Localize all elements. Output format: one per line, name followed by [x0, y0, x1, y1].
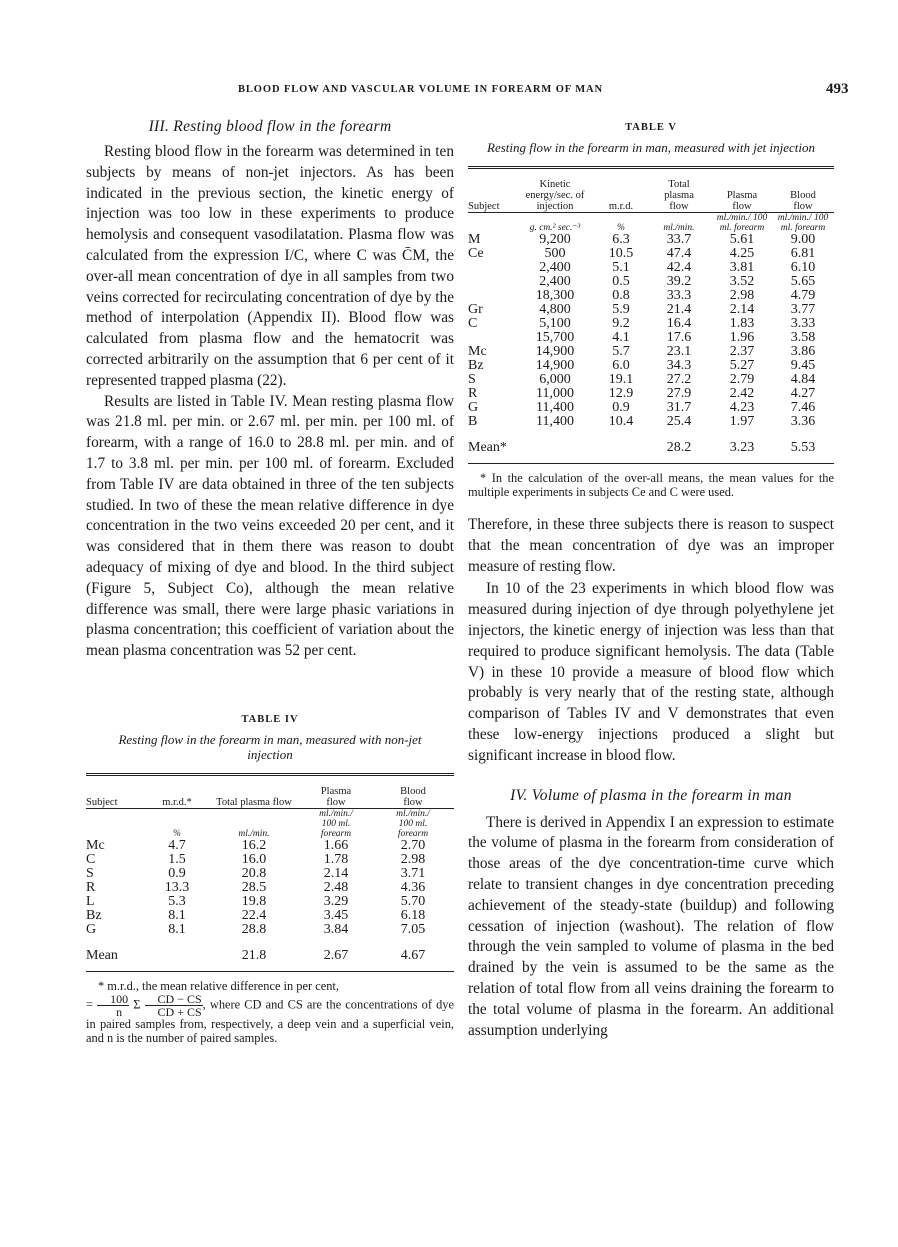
table-row: C 5,100 9.2 16.4 1.83 3.33: [468, 316, 816, 331]
paragraph: Results are listed in Table IV. Mean resting plasma flow was 21.8 ml. per min. or 2.67 ml. per min. per 100 ml. of forearm, with a range of 16.0 to 28.8 ml. per min. and of 1.7 to 3.8 ml. per min. per 100 ml. of forearm. Excluded from Table IV are data obtained in three of the ten subjects studied. In two of these the mean relative difference in dye concentration in the two veins exceeded 20 per cent, and it was considered that in them there was reason to doubt adequacy of mixing of dye and blood. In the third subject (Figure 5, Subject Co), although the mean relative difference was small, there were large phasic variations in plasma concentration; this coefficient of variation about the mean plasma concentration was 52 per cent.: [86, 392, 454, 660]
unit-label: ml./min./ 100 ml. forearm: [716, 213, 768, 233]
column-header: m.r.d.*: [146, 776, 208, 809]
column-header: Plasma flow: [712, 169, 772, 213]
column-header: m.r.d.: [596, 169, 646, 213]
table-row: S 6,000 19.1 27.2 2.79 4.84: [468, 372, 816, 387]
table-row: Ce 500 10.5 47.4 4.25 6.81: [468, 246, 816, 261]
table-footnote: * In the calculation of the over-all means, the mean values for the multiple experiments in subjects Ce and C were used.: [468, 471, 834, 499]
fraction: $\frac{100}{n}$: [97, 993, 129, 1018]
table-header-row: [468, 169, 834, 213]
table-row: Mc 4.7 16.2 1.66 2.70: [86, 837, 426, 853]
paragraph: Resting blood flow in the forearm was determined in ten subjects by means of non-jet injectors. As has been indicated in the previous section, the kinetic energy of injection was too low in these experiments to produce hemolysis and consequent vasodilatation. Plasma flow was calculated from the expression I/C, where C was C̄M, the over-all mean concentration of dye in all samples from two veins corrected for recirculating concentration of dye by the method of interpolation (Appendix II). Blood flow was calculated from plasma flow and the hematocrit was corrected arbitrarily on the assumption that 6 per cent of it represented trapped plasma (22).: [86, 143, 454, 389]
table-caption: Resting flow in the forearm in man, measured with non-jet injection: [118, 731, 422, 762]
table-row: Bz 8.1 22.4 3.45 6.18: [86, 907, 426, 923]
mean-row: Mean* 28.2 3.23 5.53: [468, 440, 816, 455]
paragraph: In 10 of the 23 experiments in which blood flow was measured during injection of dye through polyethylene jet injectors, the kinetic energy of injection was less than that required to produce significant hemolysis. The data (Table V) in these 10 provide a measure of blood flow which probably is very nearly that of the resting state, although comparison of Tables IV and V demonstrates that even these low-energy injections produced a slight but significant increase in blood flow.: [468, 580, 834, 764]
unit-label: ml./min.: [663, 223, 695, 233]
data-table: [86, 776, 454, 971]
table-row: 2,400 5.1 42.4 3.81 6.10: [539, 260, 816, 275]
table-row: C 1.5 16.0 1.78 2.98: [86, 851, 426, 867]
right-column: [468, 118, 834, 1041]
table-row: Gr 4,800 5.9 21.4 2.14 3.77: [468, 302, 816, 317]
column-header: Subject: [468, 169, 514, 213]
units-row: [86, 808, 454, 839]
running-title: BLOOD FLOW AND VASCULAR VOLUME IN FOREARM OF MAN: [238, 84, 604, 95]
section-heading-iv: IV. Volume of plasma in the forearm in man: [510, 786, 792, 804]
unit-label: ml./min.: [238, 828, 270, 839]
table-row: S 0.9 20.8 2.14 3.71: [86, 865, 426, 881]
table-row: 2,400 0.5 39.2 3.52 5.65: [539, 274, 816, 289]
section-heading-iii: III. Resting blood flow in the forearm: [148, 118, 392, 135]
column-header: Total plasma flow: [646, 169, 712, 213]
table-iv: [86, 714, 454, 1046]
table-label: TABLE V: [625, 122, 677, 133]
table-row: R 13.3 28.5 2.48 4.36: [86, 879, 426, 895]
table-footnote: * m.r.d., the mean relative difference in per cent, = $\frac{100}{n}$ Σ $\frac{CD - CS}{CD + CS}$ , where CD and CS are the concentrations of dye in paired samples from, respectively, a deep vein and a superficial vein, and n is the number of paired samples.: [86, 978, 454, 1045]
sigma-symbol: Σ: [133, 997, 141, 1012]
table-row: Bz 14,900 6.0 34.3 5.27 9.45: [468, 358, 816, 373]
table-header-row: [86, 776, 454, 809]
units-row: [468, 213, 834, 234]
unit-label: g. cm.² sec.⁻³: [529, 223, 581, 233]
table-row: R 11,000 12.9 27.9 2.42 4.27: [468, 386, 816, 401]
table-row: Mc 14,900 5.7 23.1 2.37 3.86: [468, 344, 816, 359]
table-label: TABLE IV: [241, 713, 299, 725]
column-header: Blood flow: [772, 169, 834, 213]
table-row: L 5.3 19.8 3.29 5.70: [86, 893, 426, 909]
unit-label: %: [617, 223, 625, 233]
column-header: Blood flow: [372, 776, 454, 809]
column-header: Subject: [86, 776, 146, 809]
unit-label: ml./min./ 100 ml. forearm: [319, 808, 353, 839]
paragraph: There is derived in Appendix I an expression to estimate the volume of plasma in the forearm from consideration of those areas of the dye concentration-time curve which relate to transient changes in dye concentration preceding achievement of the steady-state (buildup) and following cessation of injection (washout). The relation of flow through the vein sampled to volume of plasma in the bed drained by the vein is assumed to be the same as the relation of total flow from all veins draining the forearm to the total volume of plasma in the forearm. An additional assumption underlying: [468, 813, 834, 1039]
page-number: 493: [826, 81, 849, 97]
table-caption: Resting flow in the forearm in man, measured with jet injection: [487, 140, 815, 155]
table-row: B 11,400 10.4 25.4 1.97 3.36: [468, 414, 816, 429]
fraction: $\frac{CD - CS}{CD + CS}$: [145, 993, 203, 1018]
left-column: [86, 118, 454, 1045]
table-bottom-rule: [468, 463, 834, 464]
table-row: 15,700 4.1 17.6 1.96 3.58: [535, 330, 816, 345]
unit-label: ml./min./ 100 ml. forearm: [777, 213, 829, 233]
table-bottom-rule: [86, 971, 454, 972]
table-row: M 9,200 6.3 33.7 5.61 9.00: [468, 232, 816, 247]
column-header: Total plasma flow: [208, 776, 300, 809]
paragraph: Therefore, in these three subjects there is reason to suspect that the mean concentration of dye was an improper measure of resting flow.: [468, 516, 834, 575]
table-v: [468, 122, 834, 499]
mean-row: Mean 21.8 2.67 4.67: [86, 947, 426, 963]
table-row: 18,300 0.8 33.3 2.98 4.79: [535, 288, 816, 303]
unit-label: %: [173, 828, 181, 839]
column-header: Plasma flow: [300, 776, 372, 809]
column-header: Kinetic energy/sec. of injection: [514, 169, 596, 213]
table-row: G 11,400 0.9 31.7 4.23 7.46: [468, 400, 816, 415]
unit-label: ml./min./ 100 ml. forearm: [396, 808, 430, 839]
table-row: G 8.1 28.8 3.84 7.05: [86, 921, 426, 937]
data-table: [468, 169, 834, 463]
